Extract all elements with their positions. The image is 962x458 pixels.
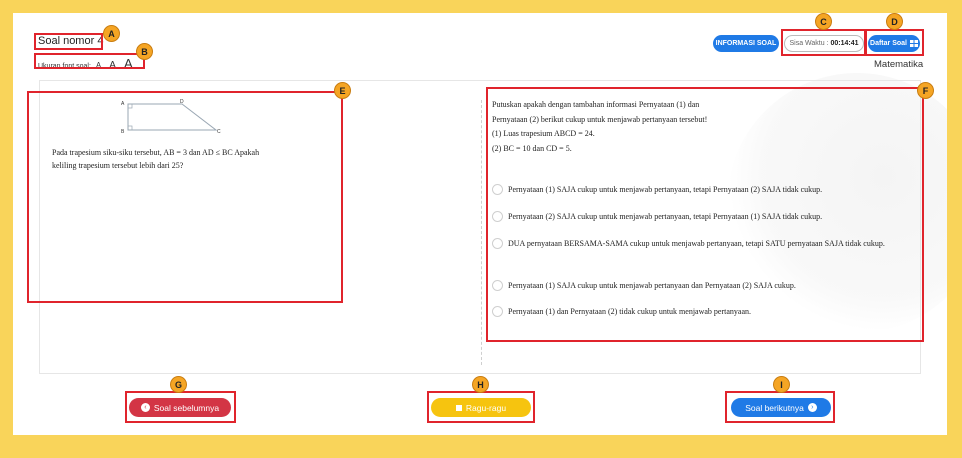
annotation-box-h (427, 391, 535, 423)
marker-a: A (103, 25, 120, 42)
figure-label-c: C (217, 129, 221, 135)
option-radio[interactable] (492, 306, 503, 317)
marker-i: I (773, 376, 790, 393)
next-question-label: Soal berikutnya (745, 402, 804, 413)
question-text (52, 146, 317, 172)
marker-d: D (886, 13, 903, 30)
question-number-label: Soal nomor (38, 35, 95, 47)
question-line-2: keliling trapesium tersebut lebih dari 25? (52, 161, 184, 170)
option-1[interactable] (492, 184, 892, 197)
annotation-box-i (725, 391, 835, 423)
marker-f: F (917, 82, 934, 99)
question-number-value: 4 (97, 35, 104, 47)
chevron-left-icon: ‹ (141, 403, 150, 412)
marker-g: G (170, 376, 187, 393)
figure-label-a: A (121, 101, 125, 107)
font-size-label: Ukuran font soal: (38, 63, 91, 70)
annotation-box-d (865, 29, 924, 56)
option-4[interactable] (492, 280, 892, 293)
marker-c: C (815, 13, 832, 30)
statement-1: (1) Luas trapesium ABCD = 24. (492, 129, 595, 138)
font-size-small[interactable]: A (95, 61, 102, 70)
option-radio[interactable] (492, 184, 503, 195)
font-size-large[interactable]: A (123, 56, 133, 71)
timer-label: Sisa Waktu : (789, 40, 829, 47)
option-5[interactable] (492, 306, 892, 319)
timer-value: 00:14:41 (830, 40, 859, 47)
option-text: Pernyataan (2) SAJA cukup untuk menjawab pertanyaan, tetapi Pernyataan (1) SAJA tidak cukup. (508, 212, 823, 221)
option-text: Pernyataan (1) SAJA cukup untuk menjawab pertanyaan dan Pernyataan (2) SAJA cukup. (508, 281, 796, 290)
figure-label-d: D (180, 99, 184, 105)
marker-h: H (472, 376, 489, 393)
option-3[interactable] (492, 238, 912, 251)
daftar-soal-label: Daftar Soal (870, 40, 907, 47)
figure-label-b: B (121, 129, 125, 135)
option-radio[interactable] (492, 238, 503, 249)
doubt-label: Ragu-ragu (465, 402, 507, 413)
annotation-box-a (34, 33, 103, 50)
marker-b: B (136, 43, 153, 60)
subject-label: Matematika (874, 59, 924, 70)
option-2[interactable] (492, 211, 892, 224)
option-radio[interactable] (492, 280, 503, 291)
option-text: DUA pernyataan BERSAMA-SAMA cukup untuk menjawab pertanyaan, tetapi SATU pernyataan SAJA tidak cukup. (508, 239, 885, 248)
statement-2: (2) BC = 10 dan CD = 5. (492, 143, 572, 153)
question-line-1: Pada trapesium siku-siku tersebut, AB = 3 dan AD ≤ BC Apakah (52, 148, 260, 157)
option-radio[interactable] (492, 211, 503, 222)
info-soal-button[interactable]: INFORMASI SOAL (713, 35, 779, 52)
statement-block (492, 98, 707, 156)
font-size-medium[interactable]: A (109, 60, 116, 71)
chevron-right-icon: › (808, 403, 817, 412)
statement-intro-1: Putuskan apakah dengan tambahan informasi Pernyataan (1) dan (492, 100, 700, 109)
marker-e: E (334, 82, 351, 99)
prev-question-label: Soal sebelumnya (153, 402, 220, 413)
annotation-box-g (125, 391, 236, 423)
option-text: Pernyataan (1) dan Pernyataan (2) tidak cukup untuk menjawab pertanyaan. (508, 307, 752, 316)
statement-intro-2: Pernyataan (2) berikut cukup untuk menjawab pertanyaan tersebut! (492, 114, 708, 124)
annotation-box-c (781, 29, 866, 56)
column-divider (481, 100, 482, 365)
option-text: Pernyataan (1) SAJA cukup untuk menjawab pertanyaan, tetapi Pernyataan (2) SAJA tidak cukup. (508, 185, 823, 194)
annotation-box-b (34, 53, 145, 69)
trapezoid-figure (118, 98, 228, 138)
